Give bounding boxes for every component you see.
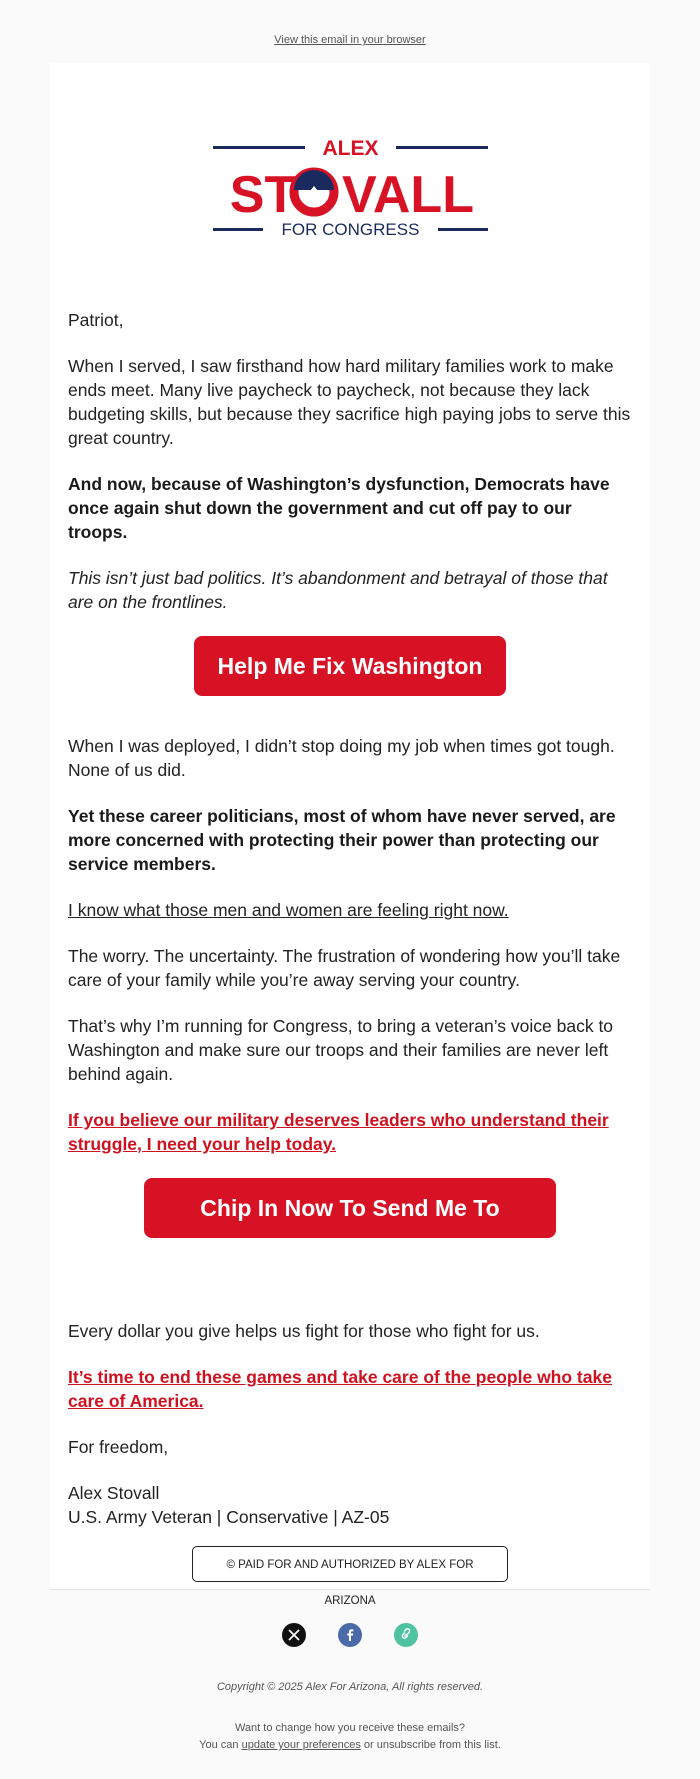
star-o-emblem: [294, 170, 334, 212]
svg-text:ST: ST: [229, 166, 297, 224]
view-in-browser-row: [0, 0, 700, 63]
paragraph-4: When I was deployed, I didn’t stop doing my job when times got tough. None of us did.: [68, 736, 615, 780]
view-in-browser-link[interactable]: View this email in your browser: [274, 34, 426, 46]
copyright-text: Copyright © 2025 Alex For Arizona, All rights reserved.: [216, 1681, 484, 1693]
button-row-1: [68, 636, 632, 696]
paragraph-8: That’s why I’m running for Congress, to bring a veteran’s voice back to Washington and make sure our troops and their families are never left behind again.: [68, 1016, 614, 1084]
footer-divider: [50, 1589, 650, 1590]
paragraph-3: This isn’t just bad politics. It’s abandonment and betrayal of those that are on the frontlines.: [68, 568, 608, 612]
chip-in-button[interactable]: Chip In Now To Send Me To Congress: [144, 1178, 556, 1238]
link-icon[interactable]: [394, 1623, 418, 1647]
svg-text:ALEX: ALEX: [322, 137, 379, 160]
signature: [68, 1481, 632, 1529]
help-today-link[interactable]: If you believe our military deserves leaders who understand their struggle, I need your help today.: [68, 1110, 609, 1154]
paid-for-row: [68, 1546, 632, 1609]
email-card: [50, 63, 650, 1607]
preferences-text: [0, 1720, 700, 1754]
x-icon[interactable]: [282, 1623, 306, 1647]
facebook-icon[interactable]: [338, 1623, 362, 1647]
paragraph-7: The worry. The uncertainty. The frustration of wondering how you’ll take care of your family while you’re away serving your country.: [68, 946, 621, 990]
social-links: [0, 1623, 700, 1647]
take-care-link[interactable]: It’s time to end these games and take care of the people who take care of America.: [68, 1367, 612, 1411]
closing: For freedom,: [68, 1437, 169, 1457]
preferences-line-2: You can update your preferences or unsubscribe from this list.: [199, 1739, 501, 1751]
paragraph-2: And now, because of Washington’s dysfunction, Democrats have once again shut down the government and cut off pay to our troops.: [68, 474, 610, 542]
button-row-2: [68, 1178, 632, 1281]
paragraph-5: Yet these career politicians, most of whom have never served, are more concerned with protecting their power than protecting our service members.: [68, 806, 616, 874]
help-fix-washington-button[interactable]: Help Me Fix Washington: [194, 636, 506, 696]
email-body: [68, 308, 632, 1609]
campaign-logo: [213, 134, 488, 238]
preferences-line-1: Want to change how you receive these emails?: [234, 1722, 466, 1734]
paragraph-6-link[interactable]: I know what those men and women are feeling right now.: [68, 900, 509, 920]
update-preferences-link[interactable]: update your preferences: [241, 1739, 361, 1751]
greeting: Patriot,: [68, 310, 124, 330]
paid-for-disclaimer: © PAID FOR AND AUTHORIZED BY ALEX FOR ARIZONA: [192, 1546, 508, 1582]
signature-name: Alex Stovall: [68, 1483, 160, 1503]
svg-text:FOR CONGRESS: FOR CONGRESS: [281, 220, 420, 238]
svg-text:VALL: VALL: [342, 166, 474, 224]
paragraph-10: Every dollar you give helps us fight for those who fight for us.: [68, 1321, 540, 1341]
signature-title: U.S. Army Veteran | Conservative | AZ-05: [68, 1507, 390, 1527]
paragraph-1: When I served, I saw firsthand how hard military families work to make ends meet. Many live paycheck to paycheck, not because they lack budgeting skills, but because they sacrifice high paying jobs to serve this great country.: [68, 356, 631, 448]
